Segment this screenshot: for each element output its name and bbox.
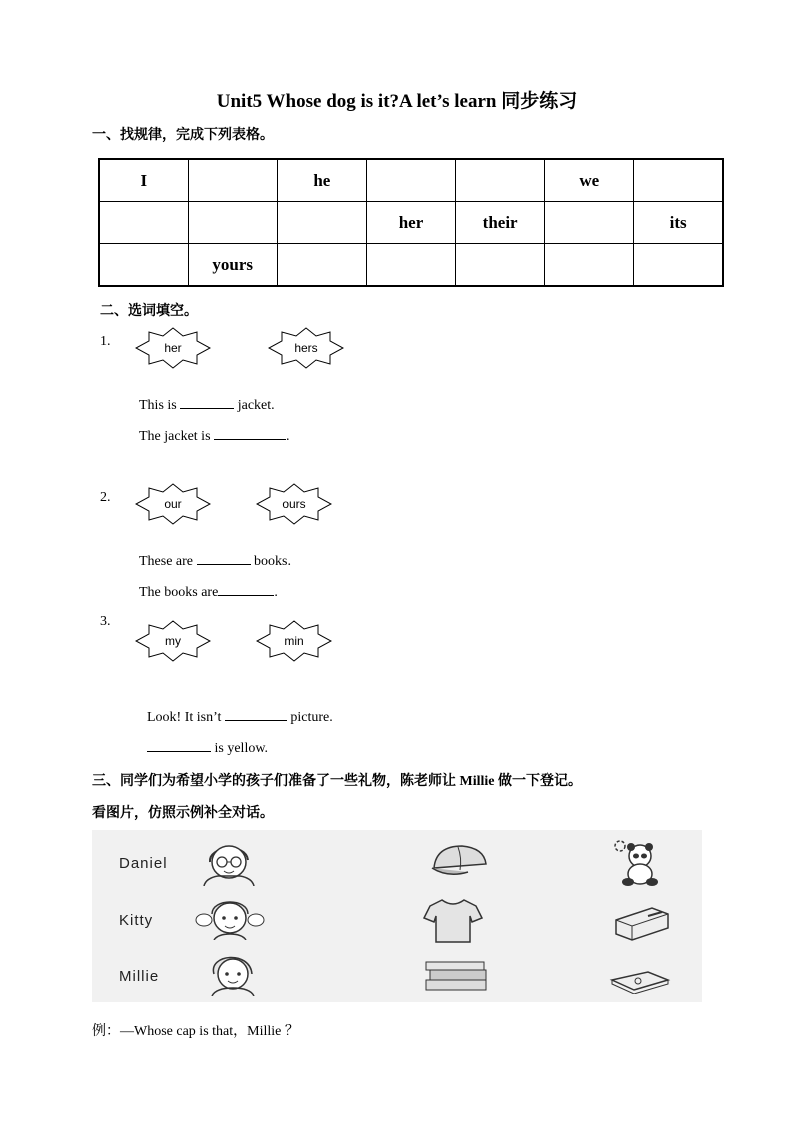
pencil-box-icon bbox=[612, 902, 672, 942]
table-cell[interactable]: its bbox=[634, 202, 723, 244]
table-cell[interactable] bbox=[277, 202, 366, 244]
student-name: Kitty bbox=[119, 912, 154, 929]
answer-blank[interactable] bbox=[225, 708, 287, 721]
word-option-label: min bbox=[284, 634, 304, 648]
sentence bbox=[139, 427, 290, 445]
word-option-label: ours bbox=[282, 497, 306, 511]
table-row bbox=[99, 202, 723, 244]
answer-blank[interactable] bbox=[180, 396, 234, 409]
student-name: Millie bbox=[119, 968, 160, 985]
answer-blank[interactable] bbox=[218, 583, 274, 596]
table-cell[interactable] bbox=[188, 202, 277, 244]
student-name: Daniel bbox=[119, 855, 168, 872]
table-cell[interactable] bbox=[99, 244, 188, 287]
pronoun-table bbox=[98, 158, 724, 287]
sentence-text: The jacket is bbox=[139, 429, 211, 444]
cap-icon bbox=[428, 842, 492, 882]
table-cell[interactable] bbox=[634, 159, 723, 202]
section-1-heading: 一、找规律，完成下列表格。 bbox=[92, 128, 274, 143]
sentence-text: books. bbox=[254, 554, 291, 569]
item-number: 3. bbox=[100, 614, 111, 629]
answer-blank[interactable] bbox=[147, 739, 211, 752]
item-number: 1. bbox=[100, 334, 111, 349]
panda-toy-icon bbox=[610, 838, 666, 890]
table-cell[interactable]: we bbox=[545, 159, 634, 202]
sentence-text: Look! It isn’t bbox=[147, 710, 222, 725]
table-cell[interactable]: I bbox=[99, 159, 188, 202]
table-cell[interactable]: yours bbox=[188, 244, 277, 287]
table-cell[interactable] bbox=[456, 159, 545, 202]
table-cell[interactable]: he bbox=[277, 159, 366, 202]
t-shirt-icon bbox=[422, 896, 484, 944]
section-3-subheading: 看图片，仿照示例补全对话。 bbox=[92, 806, 274, 821]
sentence-text: . bbox=[274, 585, 278, 600]
page-title: Unit5 Whose dog is it?A let’s learn 同步练习 bbox=[216, 91, 578, 112]
gift-picture-panel bbox=[92, 830, 702, 1002]
sentence-text: The books are bbox=[139, 585, 219, 600]
section-3-heading: 三、同学们为希望小学的孩子们准备了一些礼物，陈老师让 Millie 做一下登记。 bbox=[92, 774, 582, 789]
sentence-text: . bbox=[286, 429, 290, 444]
word-option-star[interactable] bbox=[135, 483, 211, 525]
sentence-text: picture. bbox=[290, 710, 333, 725]
word-option-star[interactable] bbox=[135, 620, 211, 662]
table-cell[interactable] bbox=[188, 159, 277, 202]
books-icon bbox=[422, 960, 492, 994]
answer-blank[interactable] bbox=[214, 427, 286, 440]
sentence bbox=[147, 739, 268, 757]
table-row bbox=[99, 244, 723, 287]
table-cell[interactable] bbox=[545, 244, 634, 287]
table-cell[interactable] bbox=[634, 244, 723, 287]
sentence-text: These are bbox=[139, 554, 194, 569]
girl-portrait-icon bbox=[200, 950, 264, 996]
table-cell[interactable]: their bbox=[456, 202, 545, 244]
item-number: 2. bbox=[100, 490, 111, 505]
sentence bbox=[139, 583, 278, 601]
word-option-label: her bbox=[164, 341, 182, 355]
table-cell[interactable]: her bbox=[366, 202, 455, 244]
table-cell[interactable] bbox=[366, 244, 455, 287]
word-option-star[interactable] bbox=[256, 483, 332, 525]
word-option-star[interactable] bbox=[135, 327, 211, 369]
sentence bbox=[139, 396, 275, 414]
table-cell[interactable] bbox=[545, 202, 634, 244]
word-option-star[interactable] bbox=[268, 327, 344, 369]
table-cell[interactable] bbox=[366, 159, 455, 202]
word-option-label: my bbox=[165, 634, 181, 648]
sentence bbox=[139, 552, 291, 570]
boy-with-glasses-icon bbox=[196, 840, 260, 886]
table-row bbox=[99, 159, 723, 202]
sentence-text: jacket. bbox=[237, 398, 275, 413]
example-sentence: 例：—Whose cap is that，Millie ？ bbox=[92, 1024, 299, 1039]
table-cell[interactable] bbox=[456, 244, 545, 287]
sentence-text: This is bbox=[139, 398, 177, 413]
sentence bbox=[147, 708, 333, 726]
answer-blank[interactable] bbox=[197, 552, 251, 565]
word-option-label: our bbox=[164, 497, 182, 511]
word-option-star[interactable] bbox=[256, 620, 332, 662]
table-cell[interactable] bbox=[277, 244, 366, 287]
word-option-label: hers bbox=[294, 341, 318, 355]
pencil-case-icon bbox=[608, 968, 672, 994]
section-2-heading: 二、选词填空。 bbox=[100, 304, 198, 319]
sentence-text: is yellow. bbox=[214, 741, 269, 756]
girl-with-pigtails-icon bbox=[192, 896, 268, 940]
table-cell[interactable] bbox=[99, 202, 188, 244]
